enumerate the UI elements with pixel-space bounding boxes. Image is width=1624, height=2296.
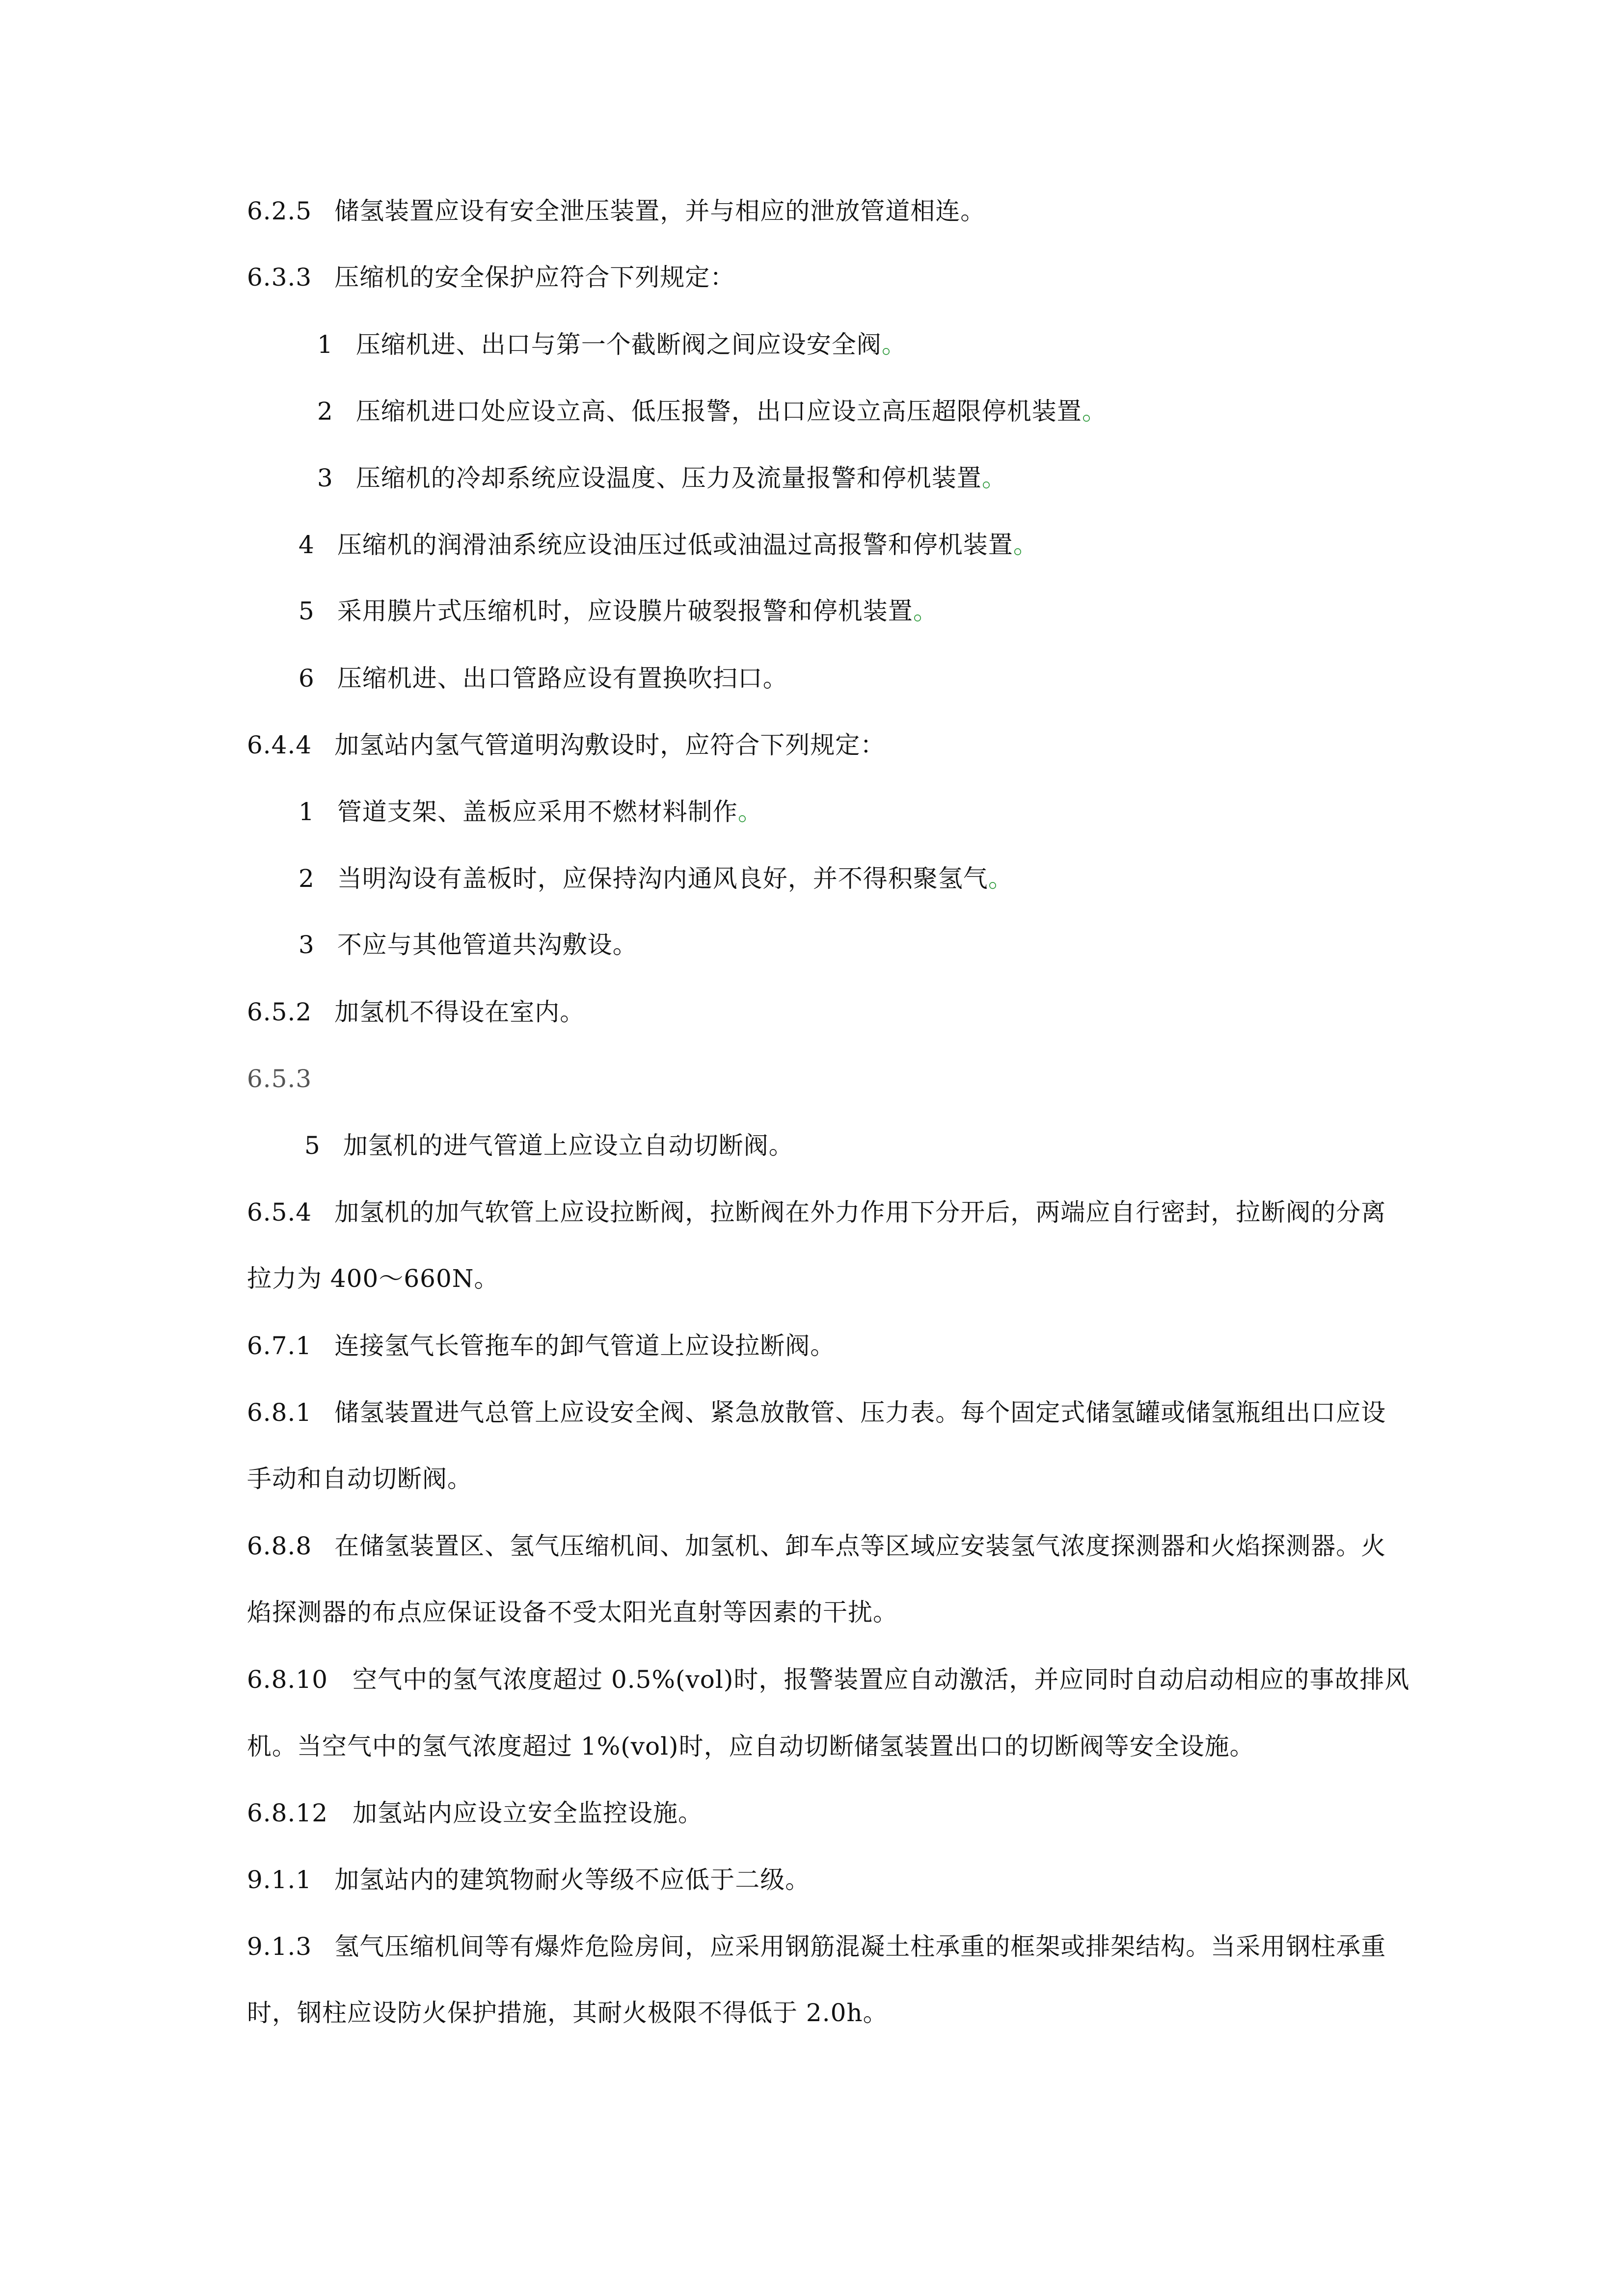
list-item [317, 327, 907, 362]
clause-text: 加氢机的加气软管上应设拉断阀，拉断阀在外力作用下分开后，两端应自行密封，拉断阀的分离 [334, 1198, 1386, 1227]
clause-line [247, 1929, 1386, 1964]
clause-line [247, 728, 885, 762]
item-end-mark: 。 [1082, 397, 1107, 426]
item-number: 5 [298, 597, 315, 625]
clause-number: 6.2.5 [247, 197, 312, 225]
clause-text: 连接氢气长管拖车的卸气管道上应设拉断阀。 [334, 1332, 836, 1360]
clause-number: 6.5.2 [247, 998, 312, 1026]
clause-text: 手动和自动切断阀。 [247, 1465, 472, 1493]
item-number: 2 [298, 864, 315, 893]
clause-text: 机。当空气中的氢气浓度超过 1%(vol)时，应自动切断储氢装置出口的切断阀等安全设施。 [247, 1732, 1255, 1761]
item-number: 1 [298, 798, 315, 826]
clause-text: 在储氢装置区、氢气压缩机间、加氢机、卸车点等区域应安装氢气浓度探测器和火焰探测器。火 [334, 1532, 1386, 1560]
item-text: 采用膜片式压缩机时，应设膜片破裂报警和停机装置 [337, 597, 913, 625]
item-text: 压缩机的冷却系统应设温度、压力及流量报警和停机装置 [355, 464, 982, 492]
item-end-mark: 。 [881, 330, 907, 359]
clause-line [247, 995, 585, 1029]
item-number: 3 [298, 931, 315, 959]
list-item [298, 528, 1038, 562]
clause-number: 6.8.1 [247, 1398, 312, 1427]
item-text: 压缩机的润滑油系统应设油压过低或油温过高报警和停机装置 [337, 531, 1013, 559]
clause-text: 加氢站内氢气管道明沟敷设时，应符合下列规定： [334, 731, 886, 759]
list-item [298, 661, 788, 695]
clause-text: 拉力为 400～660N。 [247, 1264, 499, 1293]
clause-number: 6.8.10 [247, 1665, 328, 1694]
item-text: 压缩机进、出口与第一个截断阀之间应设安全阀 [355, 330, 882, 359]
item-end-mark: 。 [988, 864, 1013, 893]
clause-continuation [247, 1462, 472, 1496]
item-end-mark: 。 [981, 464, 1007, 492]
list-item [317, 394, 1107, 428]
item-text: 压缩机进、出口管路应设有置换吹扫口。 [337, 664, 788, 693]
clause-text: 时，钢柱应设防火保护措施，其耐火极限不得低于 2.0h。 [247, 1999, 888, 2027]
clause-continuation [247, 1996, 888, 2030]
item-end-mark: 。 [913, 597, 938, 625]
clause-number: 6.5.3 [247, 1065, 312, 1093]
clause-text: 储氢装置应设有安全泄压装置，并与相应的泄放管道相连。 [334, 197, 986, 225]
item-text: 加氢机的进气管道上应设立自动切断阀。 [343, 1131, 794, 1160]
item-text: 压缩机进口处应设立高、低压报警，出口应设立高压超限停机装置 [355, 397, 1082, 426]
clause-number: 6.8.12 [247, 1799, 328, 1827]
item-text: 当明沟设有盖板时，应保持沟内通风良好，并不得积聚氢气 [337, 864, 988, 893]
clause-line [247, 1195, 1386, 1229]
clause-line [247, 1395, 1386, 1430]
clause-line [247, 1863, 810, 1897]
clause-line [247, 194, 985, 228]
list-item [298, 861, 1013, 896]
clause-text: 焰探测器的布点应保证设备不受太阳光直射等因素的干扰。 [247, 1598, 898, 1627]
clause-line [247, 1796, 703, 1830]
clause-text: 氢气压缩机间等有爆炸危险房间，应采用钢筋混凝土柱承重的框架或排架结构。当采用钢柱承重 [334, 1932, 1386, 1961]
clause-text: 储氢装置进气总管上应设安全阀、紧急放散管、压力表。每个固定式储氢罐或储氢瓶组出口应设 [334, 1398, 1386, 1427]
item-number: 6 [298, 664, 315, 693]
item-number: 4 [298, 531, 315, 559]
clause-text: 加氢站内的建筑物耐火等级不应低于二级。 [334, 1866, 811, 1894]
item-text: 不应与其他管道共沟敷设。 [337, 931, 638, 959]
clause-continuation [247, 1729, 1255, 1763]
clause-number: 6.8.8 [247, 1532, 312, 1560]
clause-text: 加氢机不得设在室内。 [334, 998, 585, 1026]
clause-continuation [247, 1261, 499, 1296]
list-item [317, 461, 1007, 495]
clause-text: 压缩机的安全保护应符合下列规定： [334, 263, 735, 292]
item-end-mark: 。 [737, 798, 763, 826]
clause-number: 9.1.3 [247, 1932, 312, 1961]
item-end-mark: 。 [1013, 531, 1038, 559]
list-item [298, 594, 938, 628]
clause-line [247, 260, 735, 294]
item-number: 1 [317, 330, 333, 359]
item-number: 5 [304, 1131, 321, 1160]
clause-number: 6.7.1 [247, 1332, 312, 1360]
clause-line [247, 1662, 1409, 1697]
list-item [304, 1128, 794, 1163]
list-item [298, 928, 638, 962]
clause-text: 空气中的氢气浓度超过 0.5%(vol)时，报警装置应自动激活，并应同时自动启动相应的事故排风 [352, 1665, 1410, 1694]
clause-line [247, 1062, 312, 1096]
clause-number: 6.3.3 [247, 263, 312, 292]
clause-line [247, 1529, 1386, 1563]
item-number: 3 [317, 464, 333, 492]
item-text: 管道支架、盖板应采用不燃材料制作 [337, 798, 738, 826]
clause-continuation [247, 1595, 898, 1629]
clause-text: 加氢站内应设立安全监控设施。 [352, 1799, 704, 1827]
item-number: 2 [317, 397, 333, 426]
clause-line [247, 1329, 835, 1363]
list-item [298, 795, 763, 829]
clause-number: 9.1.1 [247, 1866, 312, 1894]
clause-number: 6.5.4 [247, 1198, 312, 1227]
clause-number: 6.4.4 [247, 731, 312, 759]
